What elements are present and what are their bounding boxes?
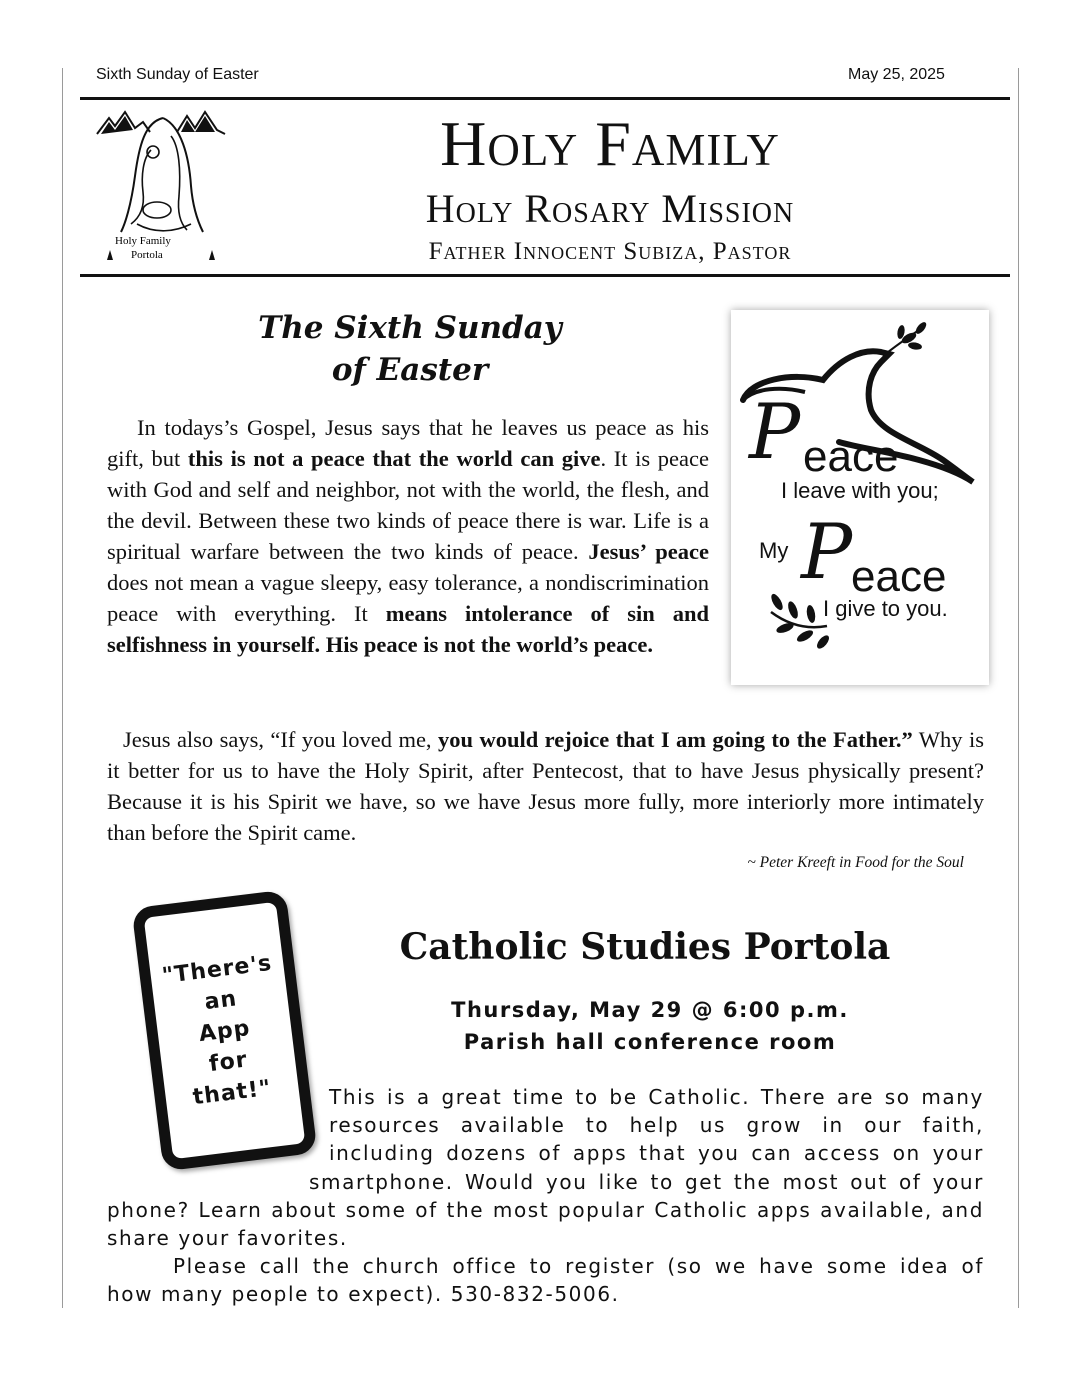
peace-my: My xyxy=(759,538,789,563)
phone-float-spacer xyxy=(107,1083,329,1167)
catholic-studies-paragraph-2: Please call the church office to register (so we have some idea of how many people to expect). 530-832-5006. xyxy=(107,1254,984,1307)
holy-family-logo-icon xyxy=(95,106,230,266)
header-left-label: Sixth Sunday of Easter xyxy=(96,66,259,83)
p2-text-c: Why is it better for us to have the Holy Spirit, after Pentecost, that to have Jesus physically present? Because it is his Spirit we have, so we have Jesus more fully, more interiorly more intimately than before the Spirit came. xyxy=(107,727,984,845)
p1-text-a: In todays’s Gospel, Jesus says that he leaves us peace as his gift, but xyxy=(107,415,709,471)
left-margin-line xyxy=(62,68,63,1308)
phone-line-5: that!" xyxy=(191,1075,273,1111)
article-paragraph-2 xyxy=(107,724,984,848)
p2-text-a: Jesus also says, “If you loved me, xyxy=(123,727,438,752)
masthead-top-rule xyxy=(80,97,1010,100)
p1-text-c: . It is peace with God and self and neighbor, not with the world, the flesh, and the devil. Between these two kinds of peace there is war. Life is a spiritual warfare between the two kinds of peace. xyxy=(107,446,709,564)
catholic-studies-title: Catholic Studies Portola xyxy=(399,926,891,968)
peace-rest-2: eace xyxy=(851,552,947,601)
pastor-name: Father Innocent Subiza, Pastor xyxy=(428,238,792,265)
p1-bold-f: means intolerance of sin and selfishness in yourself. His peace is not the world’s peace. xyxy=(107,601,709,657)
catholic-studies-body xyxy=(107,1083,984,1309)
logo-text-line2: Portola xyxy=(131,249,163,261)
phone-line-3: App xyxy=(197,1015,252,1048)
peace-line-4: I give to you. xyxy=(823,596,948,621)
event-datetime: Thursday, May 29 @ 6:00 p.m. xyxy=(451,998,849,1022)
parish-title: Holy Family xyxy=(440,108,780,179)
event-location: Parish hall conference room xyxy=(463,1030,837,1054)
logo-text-line1: Holy Family xyxy=(115,235,171,247)
p1-text-e: does not mean a vague sleepy, easy tolerance, a nondiscrimination peace with everything. It xyxy=(107,570,709,626)
peace-line-2: I leave with you; xyxy=(781,478,939,503)
article-title-line2: of Easter xyxy=(331,352,489,388)
phone-line-4: for xyxy=(207,1047,250,1078)
peace-cap-2: P xyxy=(801,507,853,596)
phone-float-spacer-2 xyxy=(107,1167,309,1195)
article-attribution: ~ Peter Kreeft in Food for the Soul xyxy=(747,854,964,871)
catholic-studies-paragraph-1: This is a great time to be Catholic. There are so many resources available to help us grow in our faith, including dozens of apps that you can access on your smartphone. Would you like to get the most out of your phone? Learn about some of the most popular Catholic apps available, and share your favorites. xyxy=(107,1085,984,1251)
masthead-bottom-rule xyxy=(80,274,1010,277)
peace-image-card xyxy=(731,310,989,685)
p2-bold-b: you would rejoice that I am going to the Father.” xyxy=(438,727,913,752)
peace-rest-1: eace xyxy=(803,432,899,481)
article-paragraph-1 xyxy=(107,412,709,660)
p1-bold-b: this is not a peace that the world can give xyxy=(187,446,601,471)
mission-subtitle: Holy Rosary Mission xyxy=(425,186,795,231)
parish-logo xyxy=(95,106,230,266)
peace-cap-1: P xyxy=(749,387,801,476)
p1-bold-d: Jesus’ peace xyxy=(588,539,710,564)
phone-line-2: an xyxy=(203,986,239,1016)
phone-line-1: "There's xyxy=(160,950,274,990)
header-date: May 25, 2025 xyxy=(848,66,945,83)
right-margin-line xyxy=(1018,68,1019,1308)
article-title-line1: The Sixth Sunday xyxy=(258,310,562,346)
